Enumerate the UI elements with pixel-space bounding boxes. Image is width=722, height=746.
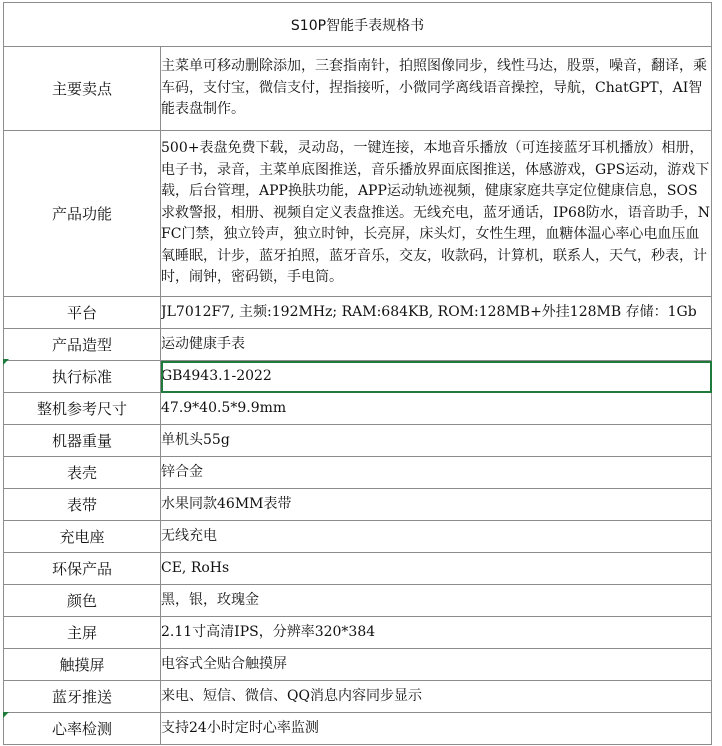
spec-value[interactable]: 来电、短信、微信、QQ消息内容同步显示 bbox=[161, 681, 712, 713]
spec-row-selected bbox=[4, 361, 712, 393]
spec-label[interactable]: 表壳 bbox=[4, 457, 161, 489]
spec-value[interactable]: CE, RoHs bbox=[161, 553, 712, 585]
spec-label[interactable]: 环保产品 bbox=[4, 553, 161, 585]
spec-value[interactable]: 运动健康手表 bbox=[161, 329, 712, 361]
spec-label[interactable]: 触摸屏 bbox=[4, 649, 161, 681]
spec-row bbox=[4, 131, 712, 297]
spec-label[interactable]: 产品功能 bbox=[4, 131, 161, 297]
spec-label[interactable]: 颜色 bbox=[4, 585, 161, 617]
spec-row bbox=[4, 649, 712, 681]
spec-value[interactable]: 2.11寸高清IPS，分辨率320*384 bbox=[161, 617, 712, 649]
spec-row bbox=[4, 393, 712, 425]
spec-label[interactable]: 表带 bbox=[4, 489, 161, 521]
spec-value[interactable]: 47.9*40.5*9.9mm bbox=[161, 393, 712, 425]
spec-value[interactable]: 支持24小时定时心率监测 bbox=[161, 713, 712, 745]
cell-comment-marker bbox=[3, 712, 9, 718]
spec-value[interactable]: 黑，银，玫瑰金 bbox=[161, 585, 712, 617]
spec-row bbox=[4, 681, 712, 713]
spec-row bbox=[4, 425, 712, 457]
spec-value[interactable]: 单机头55g bbox=[161, 425, 712, 457]
spec-label[interactable]: 整机参考尺寸 bbox=[4, 393, 161, 425]
spec-label[interactable]: 充电座 bbox=[4, 521, 161, 553]
spec-table bbox=[3, 2, 712, 745]
spec-row bbox=[4, 329, 712, 361]
spec-label[interactable]: 蓝牙推送 bbox=[4, 681, 161, 713]
spec-row bbox=[4, 713, 712, 745]
spec-label[interactable]: 心率检测 bbox=[4, 713, 161, 745]
selected-cell[interactable]: GB4943.1-2022 bbox=[161, 361, 712, 393]
spec-row bbox=[4, 47, 712, 131]
spec-row bbox=[4, 297, 712, 329]
spec-value[interactable]: 锌合金 bbox=[161, 457, 712, 489]
cell-comment-marker bbox=[3, 359, 9, 365]
spec-label[interactable]: 机器重量 bbox=[4, 425, 161, 457]
spec-label[interactable]: 执行标准 bbox=[4, 361, 161, 393]
spec-row bbox=[4, 585, 712, 617]
spec-label[interactable]: 产品造型 bbox=[4, 329, 161, 361]
spec-value[interactable]: 无线充电 bbox=[161, 521, 712, 553]
spec-row bbox=[4, 617, 712, 649]
spec-row bbox=[4, 521, 712, 553]
spec-row bbox=[4, 457, 712, 489]
sheet-title[interactable]: S10P智能手表规格书 bbox=[4, 3, 712, 47]
spec-value[interactable]: 水果同款46MM表带 bbox=[161, 489, 712, 521]
spec-label[interactable]: 主要卖点 bbox=[4, 47, 161, 131]
spec-label[interactable]: 主屏 bbox=[4, 617, 161, 649]
spec-row bbox=[4, 489, 712, 521]
spec-value[interactable]: 主菜单可移动删除添加，三套指南针，拍照图像同步，线性马达，股票，噪音，翻译，乘车码，支付宝，微信支付，捏指接听，小微同学离线语音操控，导航，ChatGPT，AI智能表盘制作。 bbox=[161, 47, 712, 131]
spec-value[interactable]: JL7012F7, 主频:192MHz; RAM:684KB, ROM:128MB+外挂128MB 存储：1Gb bbox=[161, 297, 712, 329]
spec-row bbox=[4, 553, 712, 585]
spec-label[interactable]: 平台 bbox=[4, 297, 161, 329]
spec-value[interactable]: 500+表盘免费下载，灵动岛，一键连接，本地音乐播放（可连接蓝牙耳机播放）相册，电子书，录音，主菜单底图推送，音乐播放界面底图推送，体感游戏，GPS运动，游戏下载，后台管理，APP换肤功能，APP运动轨迹视频，健康家庭共享定位健康信息，SOS求救警报，相册、视频自定义表盘推送。无线充电，蓝牙通话，IP68防水，语音助手，NFC门禁，独立铃声，独立时钟，长亮屏，床头灯，女性生理，血糖体温心率心电血压血氧睡眠，计步，蓝牙拍照，蓝牙音乐，交友，收款码，计算机，联系人，天气，秒表，计时，闹钟，密码锁，手电筒。 bbox=[161, 131, 712, 297]
title-row bbox=[4, 3, 712, 47]
spec-value[interactable]: 电容式全贴合触摸屏 bbox=[161, 649, 712, 681]
